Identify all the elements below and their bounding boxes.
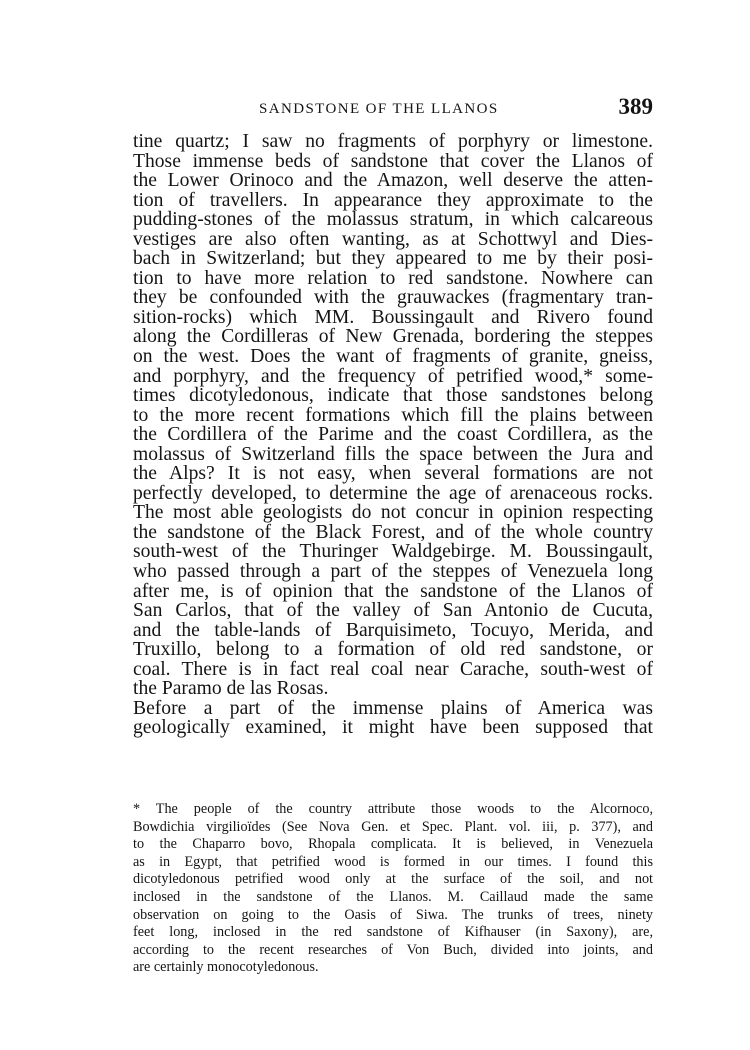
text-line: The most able geologists do not concur in opinion respecting: [133, 502, 653, 524]
page-number: 389: [618, 94, 653, 119]
page-header: [133, 94, 655, 120]
text-line: vestiges are also often wanting, as at Schottwyl and Dies-: [133, 228, 653, 250]
text-line: after me, is of opinion that the sandstone of the Llanos of: [133, 580, 653, 602]
text-line: perfectly developed, to determine the age of arenaceous rocks.: [133, 482, 653, 504]
text-line: Before a part of the immense plains of America was: [133, 697, 653, 719]
footnote-line: Bowdichia virgilioïdes (See Nova Gen. et Spec. Plant. vol. iii, p. 377), and: [133, 818, 653, 835]
footnote-line: according to the recent researches of Von Buch, divided into joints, and: [133, 941, 653, 958]
text-line: the Lower Orinoco and the Amazon, well deserve the atten-: [133, 170, 653, 192]
text-line: Truxillo, belong to a formation of old red sandstone, or: [133, 639, 653, 661]
text-line: San Carlos, that of the valley of San Antonio de Cucuta,: [133, 600, 653, 622]
text-line: tion to have more relation to red sandstone. Nowhere can: [133, 267, 653, 289]
text-line: Those immense beds of sandstone that cover the Llanos of: [133, 150, 653, 172]
text-line: times dicotyledonous, indicate that those sandstones belong: [133, 385, 653, 407]
footnote: [133, 801, 653, 977]
text-line: who passed through a part of the steppes of Venezuela long: [133, 561, 653, 583]
text-line: geologically examined, it might have been supposed that: [133, 717, 653, 739]
text-line: and the table-lands of Barquisimeto, Tocuyo, Merida, and: [133, 619, 653, 641]
text-line: the Alps? It is not easy, when several formations are not: [133, 463, 653, 485]
text-line: south-west of the Thuringer Waldgebirge. M. Boussingault,: [133, 541, 653, 563]
text-line: and porphyry, and the frequency of petrified wood,* some-: [133, 365, 653, 387]
footnote-line: to the Chaparro bovo, Rhopala complicata. It is believed, in Venezuela: [133, 836, 653, 853]
text-line: the sandstone of the Black Forest, and of the whole country: [133, 521, 653, 543]
text-line: the Cordillera of the Parime and the coast Cordillera, as the: [133, 424, 653, 446]
text-line: to the more recent formations which fill the plains between: [133, 404, 653, 426]
text-line: tine quartz; I saw no fragments of porphyry or limestone.: [133, 131, 653, 152]
footnote-line: inclosed in the sandstone of the Llanos. M. Caillaud made the same: [133, 888, 653, 905]
text-line: they be confounded with the grauwackes (fragmentary tran-: [133, 287, 653, 309]
text-line: coal. There is in fact real coal near Carache, south-west of: [133, 658, 653, 680]
footnote-line: are certainly monocotyledonous.: [133, 959, 319, 976]
text-line: tion of travellers. In appearance they approximate to the: [133, 189, 653, 211]
footnote-line: * The people of the country attribute those woods to the Alcornoco,: [133, 801, 653, 817]
body-text: [133, 132, 653, 738]
text-line: the Paramo de las Rosas.: [133, 678, 329, 700]
text-line: molassus of Switzerland fills the space between the Jura and: [133, 443, 653, 465]
text-line: bach in Switzerland; but they appeared to me by their posi-: [133, 248, 653, 270]
text-line: pudding-stones of the molassus stratum, in which calcareous: [133, 209, 653, 231]
text-line: along the Cordilleras of New Grenada, bordering the steppes: [133, 326, 653, 348]
running-head: SANDSTONE OF THE LLANOS: [259, 101, 499, 117]
footnote-line: feet long, inclosed in the red sandstone of Kifhauser (in Saxony), are,: [133, 924, 653, 941]
text-line: on the west. Does the want of fragments of granite, gneiss,: [133, 346, 653, 368]
footnote-line: dicotyledonous petrified wood only at the surface of the soil, and not: [133, 871, 653, 888]
footnote-line: observation on going to the Oasis of Siwa. The trunks of trees, ninety: [133, 906, 653, 923]
footnote-line: as in Egypt, that petrified wood is formed in our times. I found this: [133, 853, 653, 870]
text-line: sition-rocks) which MM. Boussingault and Rivero found: [133, 306, 653, 328]
